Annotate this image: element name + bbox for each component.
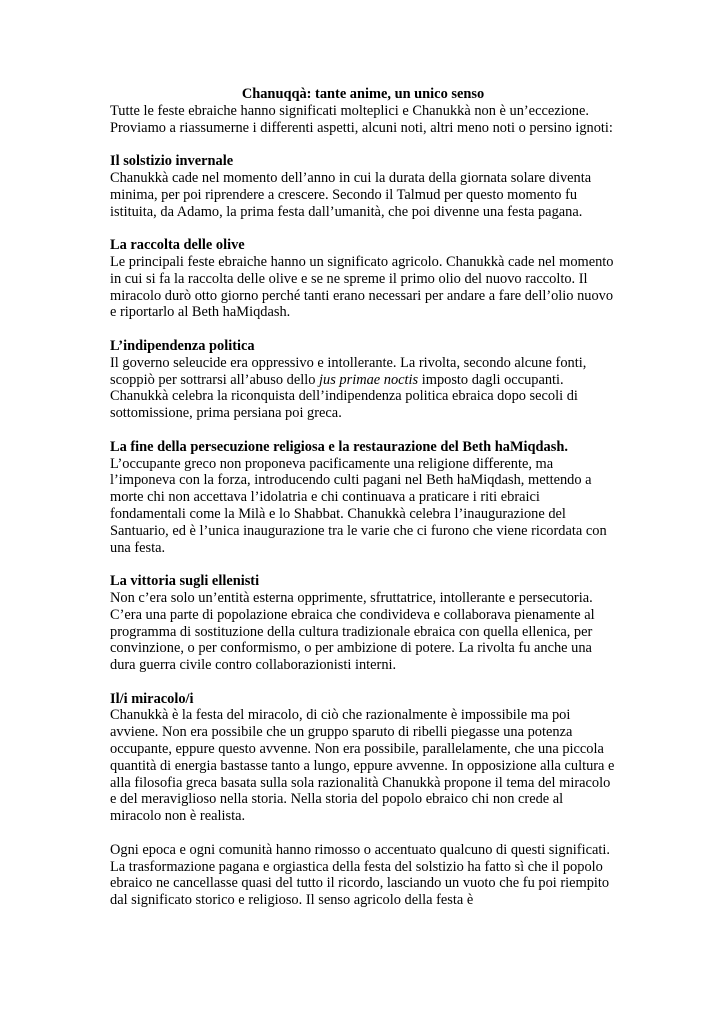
- paragraph-gap: [110, 136, 616, 153]
- section-text-solstice: Chanukkà cade nel momento dell’anno in cui la durata della giornata solare diventa minima, per poi riprendere a crescere. Secondo il Talmud per questo momento fu istituita, da Adamo, la prima festa dall’umanità, che poi divenne una festa pagana.: [110, 169, 592, 220]
- section-heading-hellenists: La vittoria sugli ellenisti: [110, 573, 260, 590]
- document-page: [110, 86, 616, 909]
- section-text-end-persecution: L’occupante greco non proponeva pacificamente una religione differente, ma l’imponeva con la forza, introducendo culti pagani nel Beth haMiqdash, mettendo a morte chi non accettava l’idolatria e chi continuava a praticare i riti ebraici fondamentali come la Milà e lo Shabbat. Chanukkà celebra l’inaugurazione del Santuario, ed è l’unica inaugurazione tra le varie che ci furono che viene ricordata con una festa.: [110, 455, 607, 556]
- paragraph-gap: [110, 422, 616, 439]
- document-title: Chanuqqà: tante anime, un unico senso: [241, 86, 485, 102]
- closing-paragraph: Ogni epoca e ogni comunità hanno rimosso o accentuato qualcuno di questi significati. La trasformazione pagana e orgiastica della festa del solstizio ha fatto sì che il popolo ebraico ne cancellasse quasi del tutto il ricordo, lasciando un vuoto che fu poi riempito dal significato storico e religioso. Il senso agricolo della festa è: [110, 841, 610, 909]
- paragraph-gap: [110, 674, 616, 691]
- section-heading-miracles: Il/i miracolo/i: [110, 690, 194, 707]
- section-text-part: Il governo seleucide era oppressivo e intollerante. La rivolta, secondo alcune fonti, scoppiò per sottrarsi all’abuso dello: [110, 354, 587, 388]
- section-heading-solstice: Il solstizio invernale: [110, 153, 234, 170]
- intro-paragraph: Tutte le feste ebraiche hanno significati molteplici e Chanukkà non è un’eccezione. Proviamo a riassumerne i differenti aspetti, alcuni noti, altri meno noti o persino ignoti:: [110, 102, 613, 136]
- section-text-miracles: Chanukkà è la festa del miracolo, di ciò che razionalmente è impossibile ma poi avviene. Non era possibile che un gruppo sparuto di ribelli piegasse una potenza occupante, eppure questo avvenne. Non era possibile, parallelamente, che una piccola quantità di energia bastasse tanto a lungo, eppure avvenne. In opposizione alla cultura e alla filosofia greca basata sulla sola razionalità Chanukkà propone il tema del miracolo e del meraviglioso nella storia. Nella storia del popolo ebraico chi non crede al miracolo non è realista.: [110, 707, 615, 825]
- section-text-political-independence: [110, 355, 616, 422]
- section-heading-end-persecution: La fine della persecuzione religiosa e la restaurazione del Beth haMiqdash.: [110, 438, 568, 455]
- section-heading-olive-harvest: La raccolta delle olive: [110, 237, 245, 254]
- section-text-olive-harvest: Le principali feste ebraiche hanno un significato agricolo. Chanukkà cade nel momento in cui si fa la raccolta delle olive e se ne spreme il primo olio del nuovo raccolto. Il miracolo durò otto giorno perché tanti erano necessari per andare a fare dell’olio nuovo e riportarlo al Beth haMiqdash.: [110, 253, 614, 321]
- paragraph-gap: [110, 825, 616, 842]
- paragraph-gap: [110, 556, 616, 573]
- section-text-part: imposto dagli occupanti. Chanukkà celebra la riconquista dell’indipendenza politica ebraica dopo secoli di sottomissione, prima persiana poi greca.: [110, 371, 578, 422]
- paragraph-gap: [110, 321, 616, 338]
- section-text-italic: jus primae noctis: [319, 371, 419, 388]
- paragraph-gap: [110, 220, 616, 237]
- section-heading-political-independence: L’indipendenza politica: [110, 337, 255, 354]
- section-text-hellenists: Non c’era solo un’entità esterna opprimente, sfruttatrice, intollerante e persecutoria. C’era una parte di popolazione ebraica che condivideva e collaborava pienamente al programma di sostituzione della cultura tradizionale ebraica con quella ellenica, per convinzione, o per conformismo, o per ambizione di potere. La rivolta fu anche una dura guerra civile contro collaborazionisti interni.: [110, 589, 595, 674]
